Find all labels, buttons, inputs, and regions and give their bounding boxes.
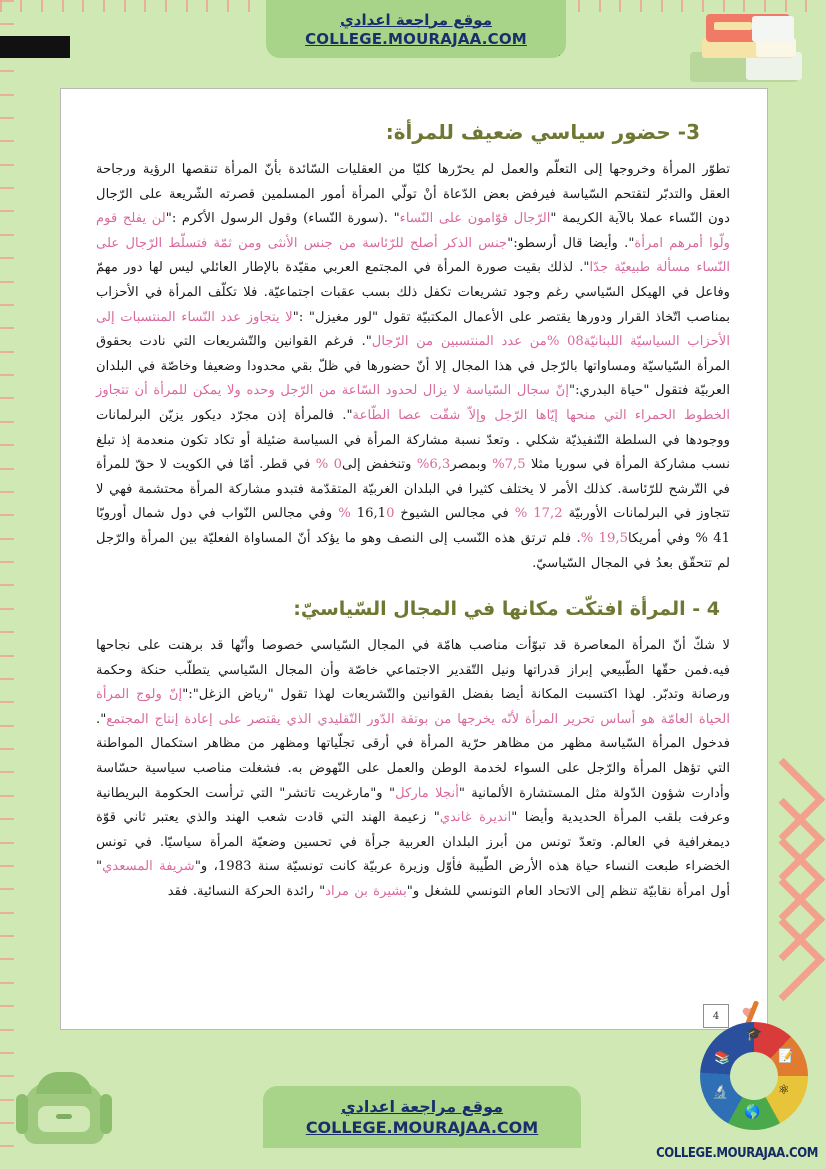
education-subjects-ring-icon: 🎓 📚 🔬 🌎 ⚛ 📝	[700, 1022, 808, 1130]
footer-site-url[interactable]: COLLEGE.MOURAJAA.COM	[305, 1118, 539, 1137]
footer-banner	[263, 1086, 581, 1148]
section-heading-4: 4 - المرأة افتكّت مكانها في المجال السّياسيّ:	[293, 598, 720, 621]
corner-watermark-url: COLLEGE.MOURAJAA.COM	[656, 1146, 818, 1161]
header-site-url[interactable]: COLLEGE.MOURAJAA.COM	[305, 29, 527, 48]
backpack-icon	[14, 1072, 118, 1150]
section-heading-3: 3- حضور سياسي ضعيف للمرأة:	[385, 120, 700, 144]
header-site-name: موقع مراجعة اعدادي	[340, 10, 492, 29]
section-3-paragraph: تطوّر المرأة وخروجها إلى التعلّم والعمل لم يحرّرها كليّا من العقليات السّائدة بأنّ المرأة تنقصها الرؤية ورجاحة العقل والتدبّر لتقتحم السّياسة فيرفض بعض الدّعاة أنْ تولّي المرأة أمور المسلمين قصرته الشّريعة على الرّجال دون النّساء عملا بالآية الكريمة "الرّجال قوّامون على النّساء" .(سورة النّساء) وقول الرسول الأكرم :"لن يفلح قوم ولّوا أمرهم امرأة". وأيضا قال أرسطو:"جنس الذكر أصلح للرّئاسة من جنس الأنثى ومن ثمّة فتسلّط الرّجال على النّساء مسألة طبيعيّة جدّا". لذلك بقيت صورة المرأة في المجتمع العربي مقيّدة بالإطار العائلي ليس لها دور مهمّ وفاعل في الهيكل السّياسي رغم وجود تشريعات تكفل ذلك بسب عقبات اجتماعيّة. فلا تكلّف المرأة في الأحزاب بمناصب اتّخاذ القرار ودورها يقتصر على الأعمال المكتبيّة تقول "لور مغيزل" :"لا يتجاوز عدد النّساء المنتسبات إلى الأحزاب السياسيّة اللبنانيّة08 %من عدد المنتسبين من الرّجال". فرغم القوانين والتّشريعات التي نادت بحقوق المرأة السّياسيّة ومساواتها بالرّجل في هذا المجال إلا أنّ حضورها في ظلّ بقي محدودا وضعيفا وخاصّة في البلدان العربيّة فتقول "حياة البدري:"إنّ سجال السّياسة لا يزال لحدود السّاعة من الرّجل وحده ولا يمكن للمرأة أن تتجاوز الخطوط الحمراء التي منحها إيّاها الرّجل وإلاّ شقّت عصا الطّاعة". فالمرأة إذن مجرّد ديكور يزيّن البرلمانات ووجودها في السلطة التّنفيذيّة شكلي . وتعدّ نسبة مشاركة المرأة في السياسة ضئيلة أو تكاد تكون منعدمة إذ تبلغ نسب مشاركة المرأة في سوريا مثلا 7,5% وبمصر6,3% وتنخفض إلى0 % في قطر. أمّا في الكويت لا حقّ للمرأة في التّرشح للرّئاسة. كذلك الأمر لا يختلف كثيرا في البلدان الغربيّة المتقدّمة فتبدو مشاركة المرأة محتشمة فهي لا تتجاوز في البرلمانات الأوربيّة 17,2 % في مجالس الشيوخ 16,10 % وفي مجالس النّواب في دول شمال أوروبّا 41 % وفي أمريكا19,5 %. فلم ترتق هذه النّسب إلى النصف وهو ما يؤكد أنّ المساواة الفعليّة بين المرأة والرّجل لم تتحقّق بعدُ في المجال السّياسيّ.	[96, 162, 731, 571]
left-tick-decoration	[0, 0, 14, 1169]
scan-artifact-left	[0, 36, 70, 58]
page-number: 4	[703, 1004, 729, 1028]
stack-of-books-icon	[686, 8, 812, 92]
article-content	[96, 120, 730, 1020]
chevron-arrows-icon	[748, 770, 818, 1010]
header-banner	[266, 0, 566, 58]
section-4-paragraph: لا شكّ أنّ المرأة المعاصرة قد تبوّأت مناصب هامّة في المجال السّياسي خصوصا وأنّها قد برهنت على نجاحها فيه.فمن حقّها الطّبيعي إبراز قدراتها ونيل التّقدير الاجتماعي خاصّة وأن المجال السّياسي يتطلّب حنكة وحكمة ورصانة وتدبّر. لهذا اكتسبت المكانة أيضا بفضل القوانين والتّشريعات لهذا تقول "رياض الزغل":"إنّ ولوج المرأة الحياة العامّة هو أساس تحرير المرأة لأنّه يخرجها من بوتقة الدّور التّقليدي الذي يقتصر على إعادة إنتاج المجتمع". فدخول المرأة السّياسة مظهر من مظاهر حرّية المرأة في أرقى تجلّياتها ومظهر من مظاهر استكمال المواطنة التي تؤهل المرأة والرّجل على السواء لخدمة الوطن والعمل على النّهوض به. فشغلت مناصب سياسية حسّاسة وأدارت شؤون الدّولة مثل المستشارة الألمانية "أنجلا ماركل" و"مارغريت تاتشر" التي ترأست الحكومة البريطانية وعرفت بلقب المرأة الحديدية وأيضا "انديرة غاندي" زعيمة الهند التي قادت شعب الهند والذي يعتبر ثاني قوّة ديمغرافية في العالم. وتعدّ تونس من أبرز البلدان العربية جرأة في تحسين وضعيّة المرأة سياسيّا. في تونس الخضراء طبعت النساء حياة هذه الأرض الطّيبة فأوّل وزيرة عربيّة كانت تونسيّة سنة 1983، و"شريفة المسعدي" أول امرأة نقابيّة تنظم إلى الاتحاد العام التونسي للشغل و"بشيرة بن مراد" رائدة الحركة النسائية. فقد	[96, 638, 731, 900]
footer-site-name: موقع مراجعة اعدادي	[340, 1097, 504, 1116]
